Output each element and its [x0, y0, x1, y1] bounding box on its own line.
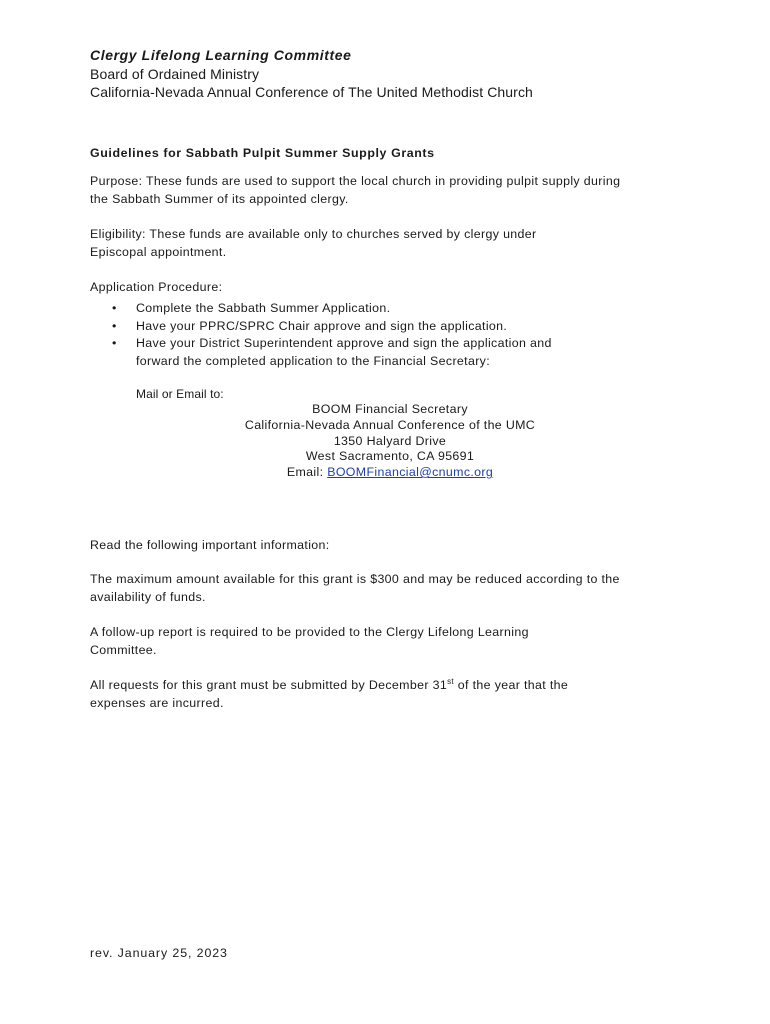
max-amount-line-2: availability of funds. [90, 589, 206, 604]
list-item [90, 335, 650, 370]
step-text: Have your District Superintendent approve and sign the application and [136, 336, 552, 350]
step-text: Have your PPRC/SPRC Chair approve and sign the application. [136, 318, 508, 333]
document-page [90, 0, 690, 1024]
bullet-icon: • [112, 336, 117, 350]
revision-date: rev. January 25, 2023 [90, 946, 228, 960]
address-city: West Sacramento, CA 95691 [305, 449, 475, 464]
max-amount-paragraph [90, 571, 680, 606]
deadline-ordinal: st [447, 676, 455, 686]
followup-line-1: A follow-up report is required to be provided to the Clergy Lifelong Learning [90, 625, 529, 639]
purpose-line-1: Purpose: These funds are used to support the local church in providing pulpit supply during [90, 174, 621, 188]
document-heading: Guidelines for Sabbath Pulpit Summer Supply Grants [90, 146, 435, 160]
email-label: Email: [286, 465, 328, 480]
application-procedure-label: Application Procedure: [90, 280, 223, 294]
eligibility-paragraph [90, 226, 680, 261]
eligibility-line-2: Episcopal appointment. [90, 244, 227, 259]
step-text: Complete the Sabbath Summer Application. [136, 301, 391, 315]
list-item [90, 300, 650, 318]
board-name: Board of Ordained Ministry [90, 66, 260, 82]
conference-name: California-Nevada Annual Conference of The United Methodist Church [90, 84, 533, 100]
followup-paragraph [90, 624, 680, 659]
mailing-address [90, 402, 690, 481]
committee-title: Clergy Lifelong Learning Committee [90, 47, 352, 63]
deadline-line-2: expenses are incurred. [90, 695, 224, 710]
step-text-continued: forward the completed application to the Financial Secretary: [136, 353, 491, 368]
bullet-icon: • [112, 318, 117, 333]
address-email-line [90, 465, 690, 481]
max-amount-line-1: The maximum amount available for this grant is $300 and may be reduced according to the [90, 572, 620, 586]
mail-label: Mail or Email to: [136, 387, 224, 401]
purpose-paragraph [90, 173, 680, 208]
address-name: BOOM Financial Secretary [312, 402, 468, 416]
read-info-line: Read the following important information: [90, 538, 330, 552]
bullet-icon: • [112, 301, 117, 315]
deadline-paragraph [90, 677, 680, 712]
deadline-line-1 [90, 677, 680, 695]
deadline-text-pre: All requests for this grant must be submitted by December 31 [90, 678, 448, 692]
address-street: 1350 Halyard Drive [333, 433, 447, 448]
procedure-steps-list [90, 300, 650, 370]
list-item [90, 318, 650, 336]
email-link[interactable]: BOOMFinancial@cnumc.org [327, 465, 494, 480]
deadline-text-post: of the year that the [454, 678, 569, 692]
address-org: California-Nevada Annual Conference of the UMC [244, 417, 536, 432]
followup-line-2: Committee. [90, 642, 157, 657]
eligibility-line-1: Eligibility: These funds are available only to churches served by clergy under [90, 227, 537, 241]
purpose-line-2: the Sabbath Summer of its appointed clergy. [90, 191, 349, 206]
